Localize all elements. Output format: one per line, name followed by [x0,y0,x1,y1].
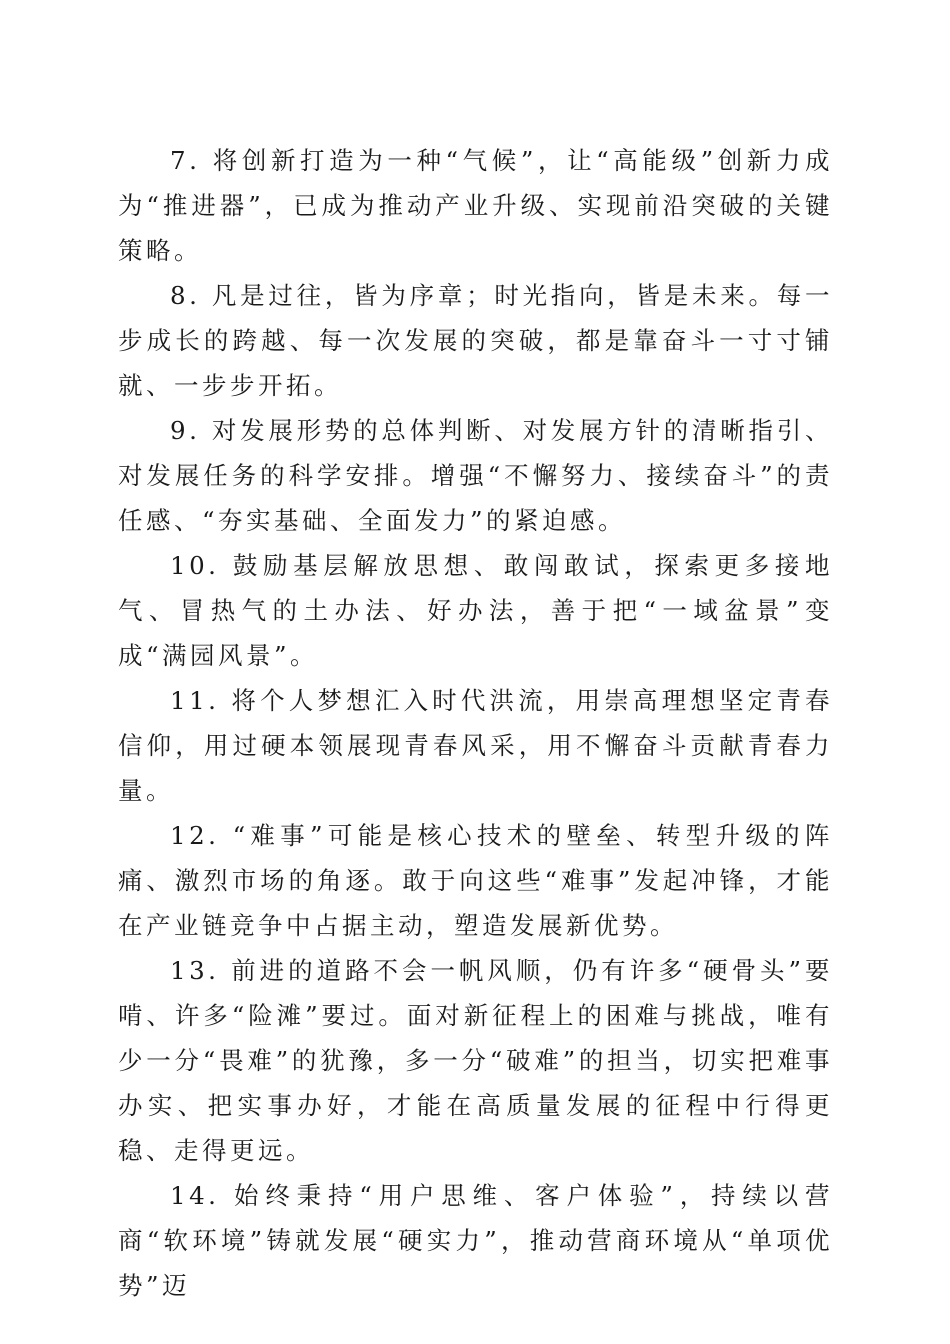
paragraph-12: 12. “难事”可能是核心技术的壁垒、转型升级的阵痛、激烈市场的角逐。敢于向这些“难事”发起冲锋，才能在产业链竞争中占据主动，塑造发展新优势。 [118,821,833,940]
paragraph-9: 9. 对发展形势的总体判断、对发展方针的清晰指引、对发展任务的科学安排。增强“不懈努力、接续奋斗”的责任感、“夯实基础、全面发力”的紧迫感。 [118,416,833,535]
document-body [118,138,833,1308]
paragraph-13: 13. 前进的道路不会一帆风顺，仍有许多“硬骨头”要啃、许多“险滩”要过。面对新征程上的困难与挑战，唯有少一分“畏难”的犹豫，多一分“破难”的担当，切实把难事办实、把实事办好，才能在高质量发展的征程中行得更稳、走得更远。 [118,956,833,1165]
paragraph-10: 10. 鼓励基层解放思想、敢闯敢试，探索更多接地气、冒热气的土办法、好办法，善于把“一域盆景”变成“满园风景”。 [118,551,833,670]
paragraph-14: 14. 始终秉持“用户思维、客户体验”，持续以营商“软环境”铸就发展“硬实力”，推动营商环境从“单项优势”迈 [118,1181,833,1300]
paragraph-8: 8. 凡是过往，皆为序章；时光指向，皆是未来。每一步成长的跨越、每一次发展的突破，都是靠奋斗一寸寸铺就、一步步开拓。 [118,281,833,400]
paragraph-11: 11. 将个人梦想汇入时代洪流，用崇高理想坚定青春信仰，用过硬本领展现青春风采，用不懈奋斗贡献青春力量。 [118,686,833,805]
paragraph-7: 7. 将创新打造为一种“气候”，让“高能级”创新力成为“推进器”，已成为推动产业升级、实现前沿突破的关键策略。 [118,146,833,265]
